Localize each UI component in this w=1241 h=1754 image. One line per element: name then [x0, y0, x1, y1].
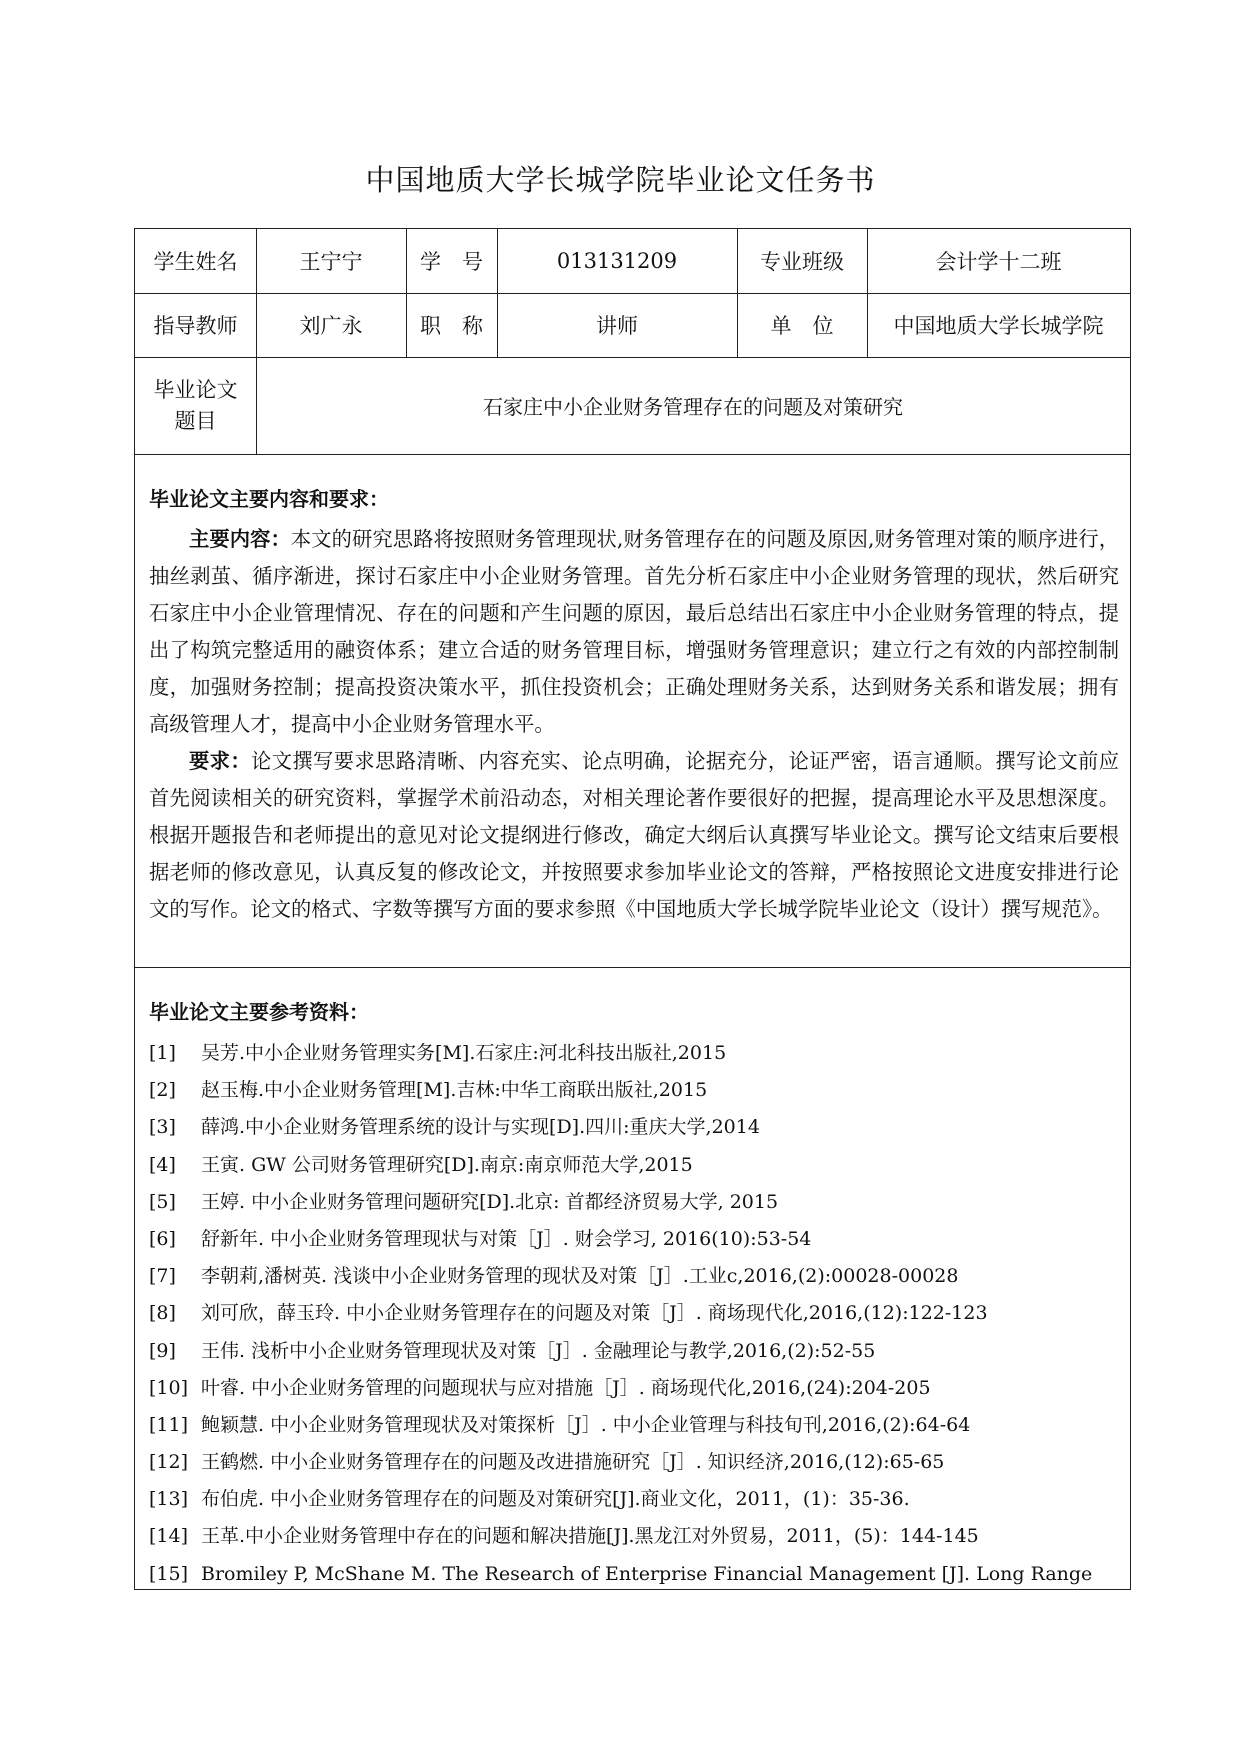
reference-item: [149, 1444, 1124, 1481]
main-content-paragraph: [149, 521, 1119, 743]
reference-number: [11]: [149, 1413, 189, 1436]
reference-text: 王寅. GW 公司财务管理研究[D].南京:南京师范大学,2015: [201, 1153, 693, 1176]
thesis-title-label-line1: 毕业论文: [153, 377, 238, 402]
student-name-value: 王宁宁: [299, 250, 363, 274]
reference-list: [149, 1035, 1124, 1593]
reference-item: [149, 1333, 1124, 1370]
requirements-text: 论文撰写要求思路清晰、内容充实、论点明确，论据充分，论证严密，语言通顺。撰写论文前应首先阅读相关的研究资料，掌握学术前沿动态，对相关理论著作要很好的把握，提高理论水平及思想深度。根据开题报告和老师提出的意见对论文提纲进行修改，确定大纲后认真撰写毕业论文。撰写论文结束后要根据老师的修改意见，认真反复的修改论文，并按照要求参加毕业论文的答辩，严格按照论文进度安排进行论文的写作。论文的格式、字数等撰写方面的要求参照《中国地质大学长城学院毕业论文（设计）撰写规范》。: [149, 749, 1119, 921]
unit-value: 中国地质大学长城学院: [893, 314, 1104, 338]
reference-text: 王婷. 中小企业财务管理问题研究[D].北京: 首都经济贸易大学, 2015: [201, 1190, 779, 1213]
reference-item: [149, 1370, 1124, 1407]
reference-number: [12]: [149, 1451, 189, 1474]
reference-number: [5]: [149, 1190, 176, 1213]
reference-item: [149, 1258, 1124, 1295]
reference-item: [149, 1407, 1124, 1444]
reference-number: [15]: [149, 1562, 189, 1585]
reference-item: [149, 1295, 1124, 1332]
reference-item: [149, 1221, 1124, 1258]
student-id-label: 学 号: [420, 250, 483, 274]
reference-text: 叶睿. 中小企业财务管理的问题现状与应对措施［J］. 商场现代化,2016,(24):204-205: [201, 1376, 931, 1399]
reference-text: 王伟. 浅析中小企业财务管理现状及对策［J］. 金融理论与教学,2016,(2):52-55: [201, 1339, 876, 1362]
reference-text: 王鹤燃. 中小企业财务管理存在的问题及改进措施研究［J］. 知识经济,2016,(12):65-65: [201, 1451, 945, 1474]
reference-number: [2]: [149, 1079, 176, 1102]
reference-text: 吴芳.中小企业财务管理实务[M].石家庄:河北科技出版社,2015: [201, 1042, 727, 1064]
reference-number: [3]: [149, 1116, 176, 1139]
document-title: 中国地质大学长城学院毕业论文任务书: [365, 163, 876, 197]
reference-text: 薛鸿.中小企业财务管理系统的设计与实现[D].四川:重庆大学,2014: [201, 1116, 760, 1139]
reference-number: [14]: [149, 1525, 189, 1548]
reference-text: 布伯虎. 中小企业财务管理存在的问题及对策研究[J].商业文化，2011，(1)：35-36.: [201, 1488, 910, 1511]
reference-item: [149, 1072, 1124, 1109]
reference-item: [149, 1147, 1124, 1184]
reference-text: 鲍颖慧. 中小企业财务管理现状及对策探析［J］. 中小企业管理与科技旬刊,2016,(2):64-64: [201, 1413, 971, 1436]
reference-text: 舒新年. 中小企业财务管理现状与对策［J］. 财会学习, 2016(10):53-54: [201, 1227, 812, 1250]
reference-text: 刘可欣，薛玉玲. 中小企业财务管理存在的问题及对策［J］. 商场现代化,2016,(12):122-123: [201, 1302, 988, 1325]
rank-value: 讲师: [596, 314, 638, 338]
row-divider: [135, 454, 1130, 455]
major-class-value: 会计学十二班: [935, 250, 1062, 274]
advisor-label: 指导教师: [153, 314, 238, 338]
reference-text: 赵玉梅.中小企业财务管理[M].吉林:中华工商联出版社,2015: [201, 1079, 708, 1102]
reference-number: [4]: [149, 1153, 176, 1176]
reference-number: [7]: [149, 1265, 176, 1288]
reference-number: [10]: [149, 1376, 189, 1399]
rank-label: 职 称: [420, 314, 483, 338]
main-content-text: 本文的研究思路将按照财务管理现状,财务管理存在的问题及原因,财务管理对策的顺序进行，抽丝剥茧、循序渐进，探讨石家庄中小企业财务管理。首先分析石家庄中小企业财务管理的现状，然后研究石家庄中小企业管理情况、存在的问题和产生问题的原因，最后总结出石家庄中小企业财务管理的特点，提出了构筑完整适用的融资体系；建立合适的财务管理目标，增强财务管理意识；建立行之有效的内部控制制度，加强财务控制；提高投资决策水平，抓住投资机会；正确处理财务关系，达到财务关系和谐发展；拥有高级管理人才，提高中小企业财务管理水平。: [149, 527, 1119, 736]
content-heading: 毕业论文主要内容和要求：: [149, 487, 389, 511]
student-id-value: 013131209: [556, 249, 678, 273]
student-name-label: 学生姓名: [153, 250, 238, 274]
unit-label: 单 位: [770, 314, 834, 338]
reference-item: [149, 1109, 1124, 1146]
reference-item: [149, 1035, 1124, 1072]
reference-item: [149, 1184, 1124, 1221]
reference-item: [149, 1481, 1124, 1518]
references-heading: 毕业论文主要参考资料：: [149, 1000, 369, 1024]
row-divider: [135, 967, 1130, 968]
major-class-label: 专业班级: [760, 250, 844, 274]
reference-item: [149, 1518, 1124, 1555]
reference-text: Bromiley P, McShane M. The Research of Enterprise Financial Management [J]. Long Range: [201, 1562, 1093, 1585]
reference-number: [6]: [149, 1227, 176, 1250]
thesis-title-label: [135, 357, 256, 454]
advisor-value: 刘广永: [299, 314, 363, 338]
reference-number: [9]: [149, 1339, 176, 1362]
thesis-title-value: 石家庄中小企业财务管理存在的问题及对策研究: [483, 395, 903, 419]
reference-text: 王革.中小企业财务管理中存在的问题和解决措施[J].黑龙江对外贸易，2011，(5)：144-145: [201, 1525, 979, 1548]
thesis-title-label-line2: 题目: [174, 408, 217, 433]
reference-text: 李朝莉,潘树英. 浅谈中小企业财务管理的现状及对策［J］.工业c,2016,(2):00028-00028: [201, 1265, 959, 1288]
reference-number: [8]: [149, 1302, 176, 1325]
requirements-label: 要求：: [189, 749, 252, 773]
requirements-paragraph: [149, 743, 1119, 928]
reference-number: [13]: [149, 1488, 189, 1511]
reference-item: [149, 1556, 1124, 1593]
task-form-table: [134, 228, 1131, 1590]
main-content-label: 主要内容：: [189, 527, 291, 551]
reference-number: [1]: [149, 1042, 176, 1064]
